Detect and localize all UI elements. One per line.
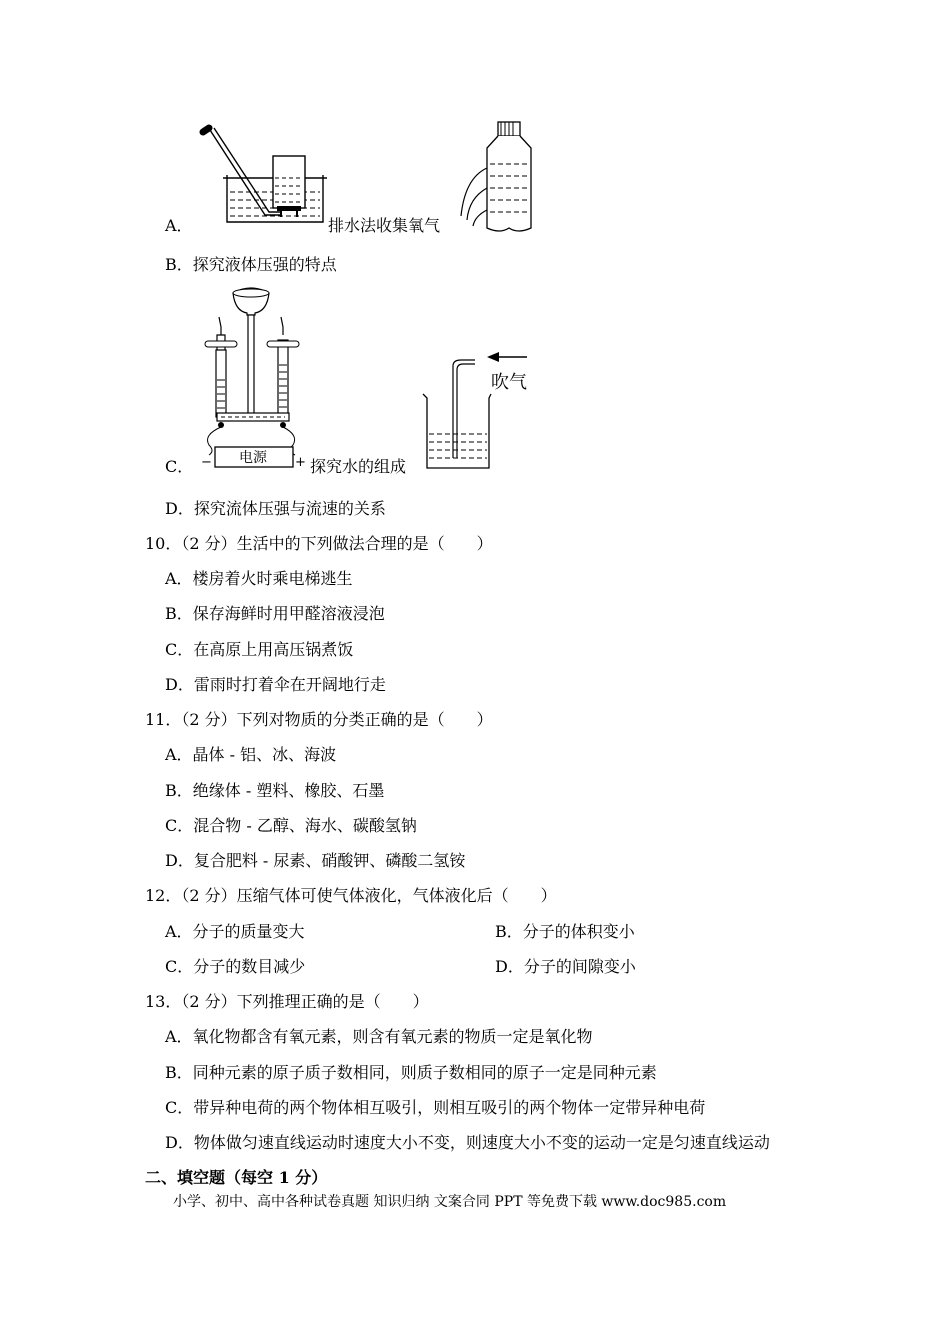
q13-option-b: B．同种元素的原子质子数相同，则质子数相同的原子一定是同种元素 xyxy=(165,1063,657,1082)
q9-option-c-letter: C． xyxy=(165,457,194,476)
q11-option-d: D．复合肥料 - 尿素、硝酸钾、磷酸二氢铵 xyxy=(165,851,466,870)
power-source-label: 电源 xyxy=(239,450,267,466)
q9-option-a-caption: 排水法收集氧气 xyxy=(328,216,441,235)
q11-option-a: A．晶体 - 铝、冰、海波 xyxy=(165,745,337,764)
section-2-heading: 二、填空题（每空 1 分） xyxy=(145,1168,328,1187)
q13-option-c: C．带异种电荷的两个物体相互吸引，则相互吸引的两个物体一定带异种电荷 xyxy=(165,1098,706,1117)
q11-option-b: B．绝缘体 - 塑料、橡胶、石墨 xyxy=(165,781,385,800)
liquid-pressure-bottle-figure xyxy=(445,118,545,238)
q12-option-b: B．分子的体积变小 xyxy=(495,922,635,941)
q12-option-d: D．分子的间隙变小 xyxy=(495,957,636,976)
q13-option-d: D．物体做匀速直线运动时速度大小不变，则速度大小不变的运动一定是匀速直线运动 xyxy=(165,1133,770,1152)
water-electrolysis-figure xyxy=(195,285,310,470)
page-footer: 小学、初中、高中各种试卷真题 知识归纳 文案合同 PPT 等免费下载 www.doc985.com xyxy=(173,1194,727,1210)
oxygen-collection-figure xyxy=(195,120,335,225)
q9-option-c-caption: 探究水的组成 xyxy=(310,457,407,476)
power-minus-sign: − xyxy=(201,455,212,470)
q12-option-a: A．分子的质量变大 xyxy=(165,922,305,941)
q11-stem: 11．（2 分）下列对物质的分类正确的是（ ） xyxy=(145,710,493,729)
q10-option-a: A．楼房着火时乘电梯逃生 xyxy=(165,569,353,588)
blow-air-label: 吹气 xyxy=(491,372,527,393)
q10-option-b: B．保存海鲜时用甲醛溶液浸泡 xyxy=(165,604,385,623)
q12-option-c: C．分子的数目减少 xyxy=(165,957,306,976)
q9-option-a-letter: A． xyxy=(165,216,193,235)
power-plus-sign: + xyxy=(295,455,306,470)
q10-option-d: D．雷雨时打着伞在开阔地行走 xyxy=(165,675,386,694)
q10-option-c: C．在高原上用高压锅煮饭 xyxy=(165,640,354,659)
q9-option-d: D．探究流体压强与流速的关系 xyxy=(165,499,386,518)
q10-stem: 10．（2 分）生活中的下列做法合理的是（ ） xyxy=(145,534,493,553)
fluid-pressure-beaker-figure xyxy=(415,348,545,473)
q12-stem: 12．（2 分）压缩气体可使气体液化，气体液化后（ ） xyxy=(145,886,557,905)
q11-option-c: C．混合物 - 乙醇、海水、碳酸氢钠 xyxy=(165,816,417,835)
q9-option-b: B．探究液体压强的特点 xyxy=(165,255,337,274)
q13-stem: 13．（2 分）下列推理正确的是（ ） xyxy=(145,992,429,1011)
q13-option-a: A．氧化物都含有氧元素，则含有氧元素的物质一定是氧化物 xyxy=(165,1027,593,1046)
